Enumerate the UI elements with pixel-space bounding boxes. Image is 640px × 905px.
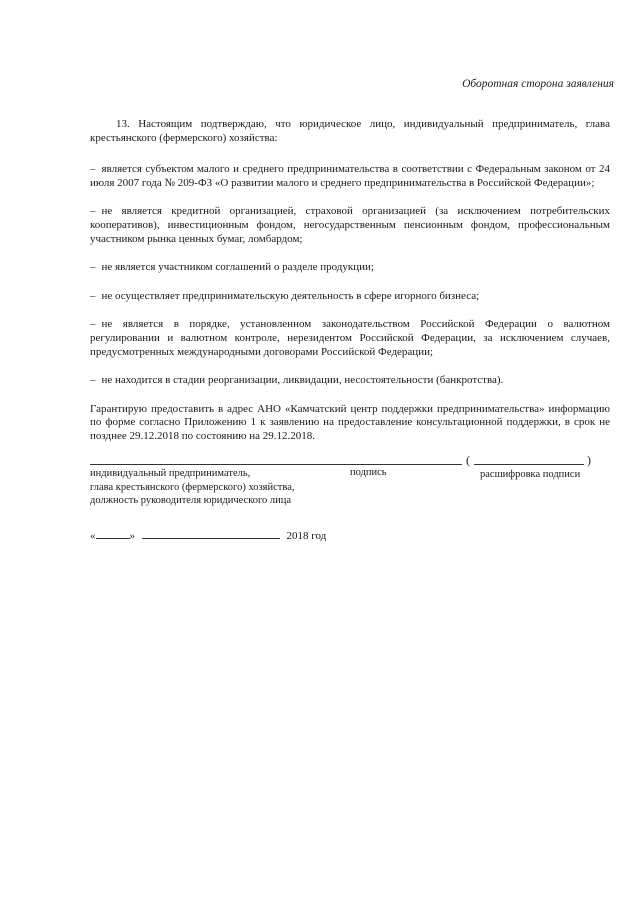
year-text: 2018 год [286,530,327,542]
signatory-role [90,467,295,508]
close-paren: ) [587,453,591,467]
list-item [90,374,610,388]
name-decode-line [474,464,584,465]
open-paren: ( [466,453,470,467]
dash-marker: – [90,318,96,331]
dash-marker: – [90,289,96,302]
role-line: индивидуальный предприниматель, [90,468,251,479]
intro-paragraph: 13. Настоящим подтверждаю, что юридическое лицо, индивидуальный предприниматель, глава крестьянского (фермерского) хозяйства: [90,118,610,144]
signature-label: подпись [350,467,387,478]
list-item [90,205,610,246]
signature-decode-label: расшифровка подписи [480,469,581,480]
list-item-text: не является в порядке, установленном законодательством Российской Федерации о валютном регулировании и валютном контроле, нерезидентом Российской Федерации, за исключением случаев, предусмотренных международными договорами Российской Федерации; [90,318,610,358]
list-item [90,261,610,275]
signature-line [90,464,462,465]
list-item-text: является субъектом малого и среднего предпринимательства в соответствии с Федеральным законом от 24 июля 2007 года № 209-ФЗ «О развитии малого и среднего предпринимательства в Российской Федерации»; [90,163,610,189]
close-quote: » [129,530,135,542]
list-item-text: не осуществляет предпринимательскую деятельность в сфере игорного бизнеса; [101,289,480,302]
role-line: глава крестьянского (фермерского) хозяйства, [90,481,295,493]
document-body [90,118,610,458]
dash-marker: – [90,205,96,218]
day-blank [96,528,130,539]
month-blank [142,528,280,539]
guarantee-paragraph: Гарантирую предоставить в адрес АНО «Камчатский центр поддержки предпринимательства» информацию по форме согласно Приложению 1 к заявлению на предоставление консультационной поддержки, в срок не позднее 29.12.2018 по состоянию на 29.12.2018. [90,402,610,442]
dash-marker: – [90,261,96,274]
header-note: Оборотная сторона заявления [462,78,614,90]
open-quote: « [90,530,96,542]
dash-marker: – [90,163,96,176]
role-line: должность руководителя юридического лица [90,495,292,506]
list-item-text: не является участником соглашений о разделе продукции; [101,261,374,274]
list-item [90,163,610,190]
dash-marker: – [90,374,96,387]
list-item-text: не находится в стадии реорганизации, ликвидации, несостоятельности (банкротства). [101,374,504,387]
list-item [90,290,610,304]
list-item-text: не является кредитной организацией, страховой организацией (за исключением потребительских кооперативов), инвестиционным фондом, негосударственным пенсионным фондом, профессиональным участником рынка ценных бумаг, ломбардом; [90,205,610,245]
list-item [90,318,610,359]
date-line [90,528,326,542]
